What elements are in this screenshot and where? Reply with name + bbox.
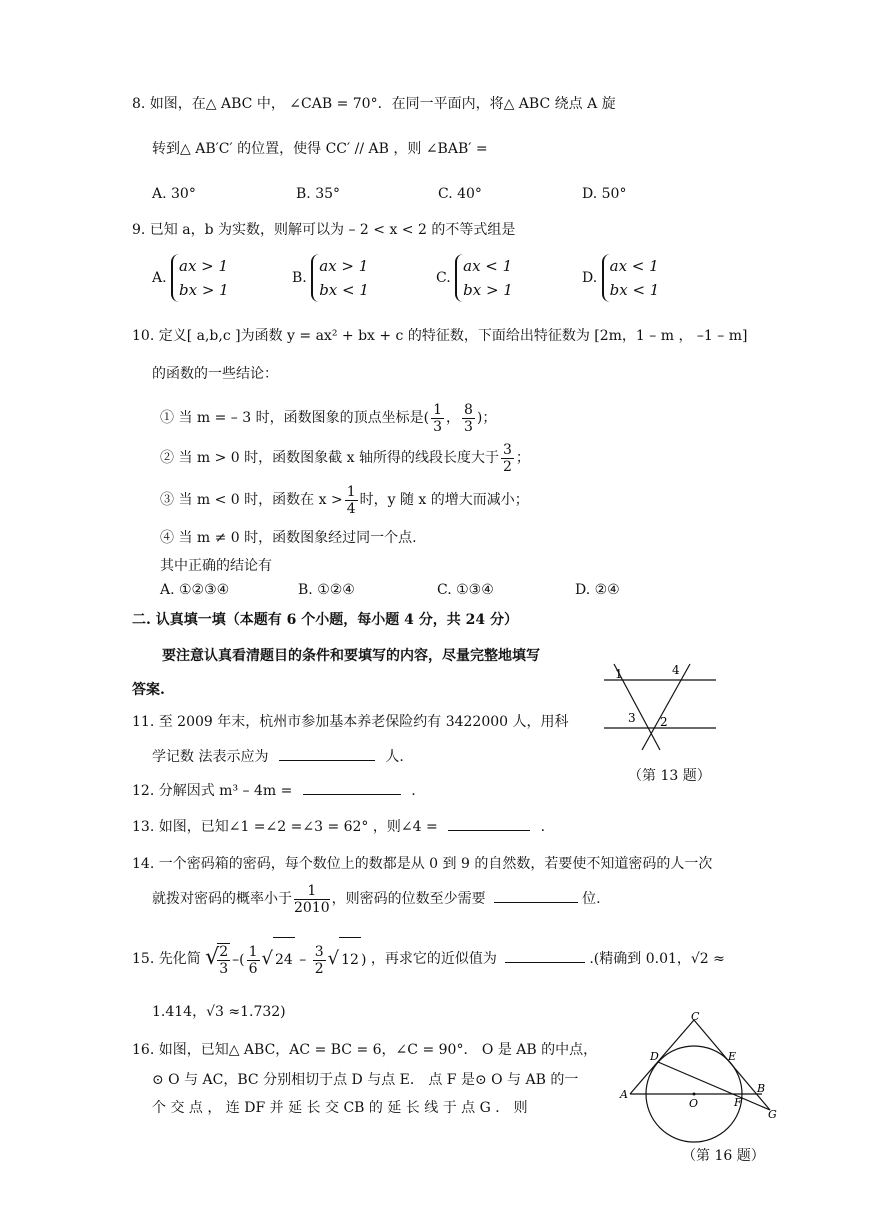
q9-option-c: C. ax < 1 bx > 1 xyxy=(436,254,513,302)
fig16-label-f: F xyxy=(734,1096,742,1109)
fig13-label-4: 4 xyxy=(672,663,680,677)
section-2-note-line1: 要注意认真看清题目的条件和要填写的内容，尽量完整地填写 xyxy=(162,648,540,664)
q11-answer-blank[interactable] xyxy=(279,746,375,761)
q15-line2: 1.414，√3 ≈1.732) xyxy=(152,1004,286,1020)
q10-which: 其中正确的结论有 xyxy=(160,558,272,574)
q13-answer-blank[interactable] xyxy=(448,816,530,831)
fig16-label-a: A xyxy=(620,1088,628,1101)
q16-line2: ⊙ O 与 AC，BC 分别相切于点 D 与点 E． 点 F 是⊙ O 与 AB 的一 xyxy=(152,1072,579,1088)
q10-line2: 的函数的一些结论： xyxy=(152,366,278,382)
q10-statement-1: ① 当 m = – 3 时，函数图象的顶点坐标是( $\frac{1}{3}$ ， $\frac{8}{3}$ )； xyxy=(160,401,497,435)
q10-statement-3: ③ 当 m < 0 时，函数在 x > $\frac{1}{4}$ 时，y 随 x 的增大而减小； xyxy=(160,483,529,517)
q14-line2: 就拨对密码的概率小于 $\frac{1}{2010}$ ，则密码的位数至少需要 位. xyxy=(152,882,601,916)
figure-13 xyxy=(598,656,722,752)
section-2-heading: 二. 认真填一填（本题有 6 个小题，每小题 4 分，共 24 分） xyxy=(132,612,518,628)
fig16-label-g: G xyxy=(768,1108,777,1121)
fig16-label-o: O xyxy=(689,1097,699,1110)
q8-option-a: A. 30° xyxy=(152,186,196,202)
q9-option-d: D. ax < 1 bx < 1 xyxy=(582,254,659,302)
q11-line1: 11. 至 2009 年末，杭州市参加基本养老保险约有 3422000 人，用科 xyxy=(132,714,569,730)
q11-line2: 学记数 法表示应为 人. xyxy=(152,746,404,767)
q12-line: 12. 分解因式 m³ – 4m = . xyxy=(132,780,416,801)
q15-line1: 15. 先化简 √ $\frac{2}{3}$ –( $\frac{1}{6}$ √ 24 – $\frac{3}{2}$ √ 12 ) ，再求它的近似值为 .(精确到 0.01，√2 ≈ xyxy=(132,936,725,982)
fig16-label-e: E xyxy=(728,1050,737,1063)
q13-line: 13. 如图，已知∠1 =∠2 =∠3 = 62° ，则∠4 = . xyxy=(132,816,545,837)
q15-answer-blank[interactable] xyxy=(505,948,585,963)
q10-option-b: B. ①②④ xyxy=(298,582,355,598)
q9-stem: 9. 已知 a，b 为实数，则解可以为 – 2 < x < 2 的不等式组是 xyxy=(132,222,516,238)
section-2-note-line2: 答案. xyxy=(132,682,165,698)
q12-answer-blank[interactable] xyxy=(303,780,401,795)
q8-line1: 8. 如图，在△ ABC 中， ∠CAB = 70°．在同一平面内，将△ ABC 绕点 A 旋 xyxy=(132,96,616,112)
q16-line3: 个 交 点 ， 连 DF 并 延 长 交 CB 的 延 长 线 于 点 G ． 则 xyxy=(152,1100,528,1116)
figure-16 xyxy=(616,1010,782,1146)
figure-13-caption: （第 13 题） xyxy=(628,768,711,784)
fig13-label-2: 2 xyxy=(660,715,668,729)
fig13-label-3: 3 xyxy=(628,711,636,725)
fig16-label-c: C xyxy=(691,1010,700,1023)
fig16-label-d: D xyxy=(650,1050,659,1063)
q10-statement-4: ④ 当 m ≠ 0 时，函数图象经过同一个点. xyxy=(160,530,417,546)
fig13-label-1: 1 xyxy=(615,667,623,681)
fig16-label-b: B xyxy=(757,1082,766,1095)
q9-option-a: A. ax > 1 bx > 1 xyxy=(152,254,229,302)
q10-option-d: D. ②④ xyxy=(575,582,620,598)
q14-line1: 14. 一个密码箱的密码，每个数位上的数都是从 0 到 9 的自然数，若要使不知道密码的人一次 xyxy=(132,856,713,872)
q10-option-a: A. ①②③④ xyxy=(160,582,230,598)
q15-expression: √ $\frac{2}{3}$ –( $\frac{1}{6}$ √ 24 – $\frac{3}{2}$ √ 12 ) xyxy=(205,936,366,982)
q10-option-c: C. ①③④ xyxy=(437,582,494,598)
q14-answer-blank[interactable] xyxy=(494,888,578,903)
q8-option-d: D. 50° xyxy=(582,186,627,202)
q10-statement-2: ② 当 m > 0 时，函数图象截 x 轴所得的线段长度大于 $\frac{3}{2}$ ； xyxy=(160,441,530,475)
figure-16-caption: （第 16 题） xyxy=(682,1148,765,1164)
q10-line1: 10. 定义[ a,b,c ]为函数 y = ax² + bx + c 的特征数，下面给出特征数为 [2m，1 – m ， –1 – m] xyxy=(132,328,748,344)
q8-option-b: B. 35° xyxy=(296,186,341,202)
q16-line1: 16. 如图，已知△ ABC，AC = BC = 6，∠C = 90°． O 是 AB 的中点， xyxy=(132,1042,598,1058)
q8-option-c: C. 40° xyxy=(438,186,482,202)
q9-option-b: B. ax > 1 bx < 1 xyxy=(292,254,369,302)
q8-line2: 转到△ AB′C′ 的位置，使得 CC′ // AB ，则 ∠BAB′ = xyxy=(152,141,488,157)
